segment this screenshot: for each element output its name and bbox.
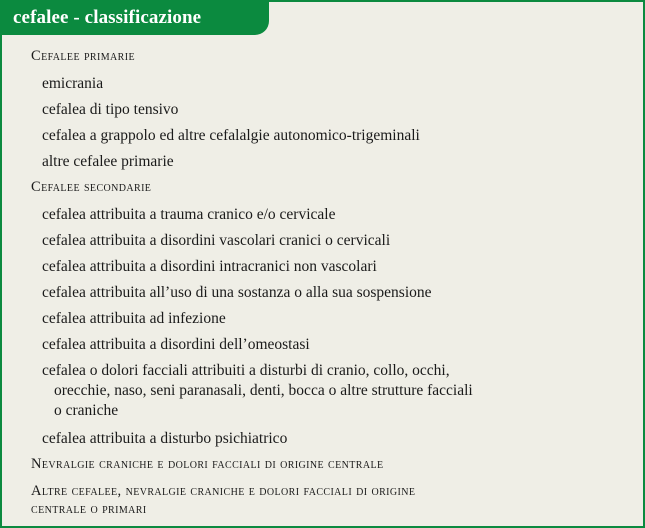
box-title: cefalee - classificazione <box>13 7 202 28</box>
section-heading-other-line-2: centrale o primari <box>31 501 147 517</box>
list-item: cefalea attribuita ad infezione <box>42 310 226 327</box>
title-bar <box>2 2 269 35</box>
list-item: cefalea attribuita a disordini dell’omeostasi <box>42 336 310 353</box>
list-item-long-line-2: orecchie, naso, seni paranasali, denti, bocca o altre strutture facciali <box>54 382 473 399</box>
section-heading-primary: Cefalee primarie <box>31 48 135 64</box>
list-item: cefalea a grappolo ed altre cefalalgie autonomico-trigeminali <box>42 127 420 144</box>
list-item: altre cefalee primarie <box>42 153 174 170</box>
list-item: cefalea di tipo tensivo <box>42 101 179 118</box>
list-item: cefalea attribuita a disordini intracranici non vascolari <box>42 258 377 275</box>
list-item-long-line-3: o craniche <box>54 402 119 419</box>
section-heading-secondary: Cefalee secondarie <box>31 179 152 195</box>
list-item: cefalea attribuita a disturbo psichiatrico <box>42 430 288 447</box>
list-item: cefalea attribuita a trauma cranico e/o cervicale <box>42 206 336 223</box>
list-item-long-line-1: cefalea o dolori facciali attribuiti a disturbi di cranio, collo, occhi, <box>42 362 450 379</box>
section-heading-other-line-1: Altre cefalee, nevralgie craniche e dolori facciali di origine <box>31 483 416 499</box>
list-item: cefalea attribuita a disordini vascolari cranici o cervicali <box>42 232 391 249</box>
list-item: emicrania <box>42 75 104 92</box>
section-heading-neuralgias: Nevralgie craniche e dolori facciali di origine centrale <box>31 456 384 472</box>
list-item: cefalea attribuita all’uso di una sostanza o alla sua sospensione <box>42 284 432 301</box>
